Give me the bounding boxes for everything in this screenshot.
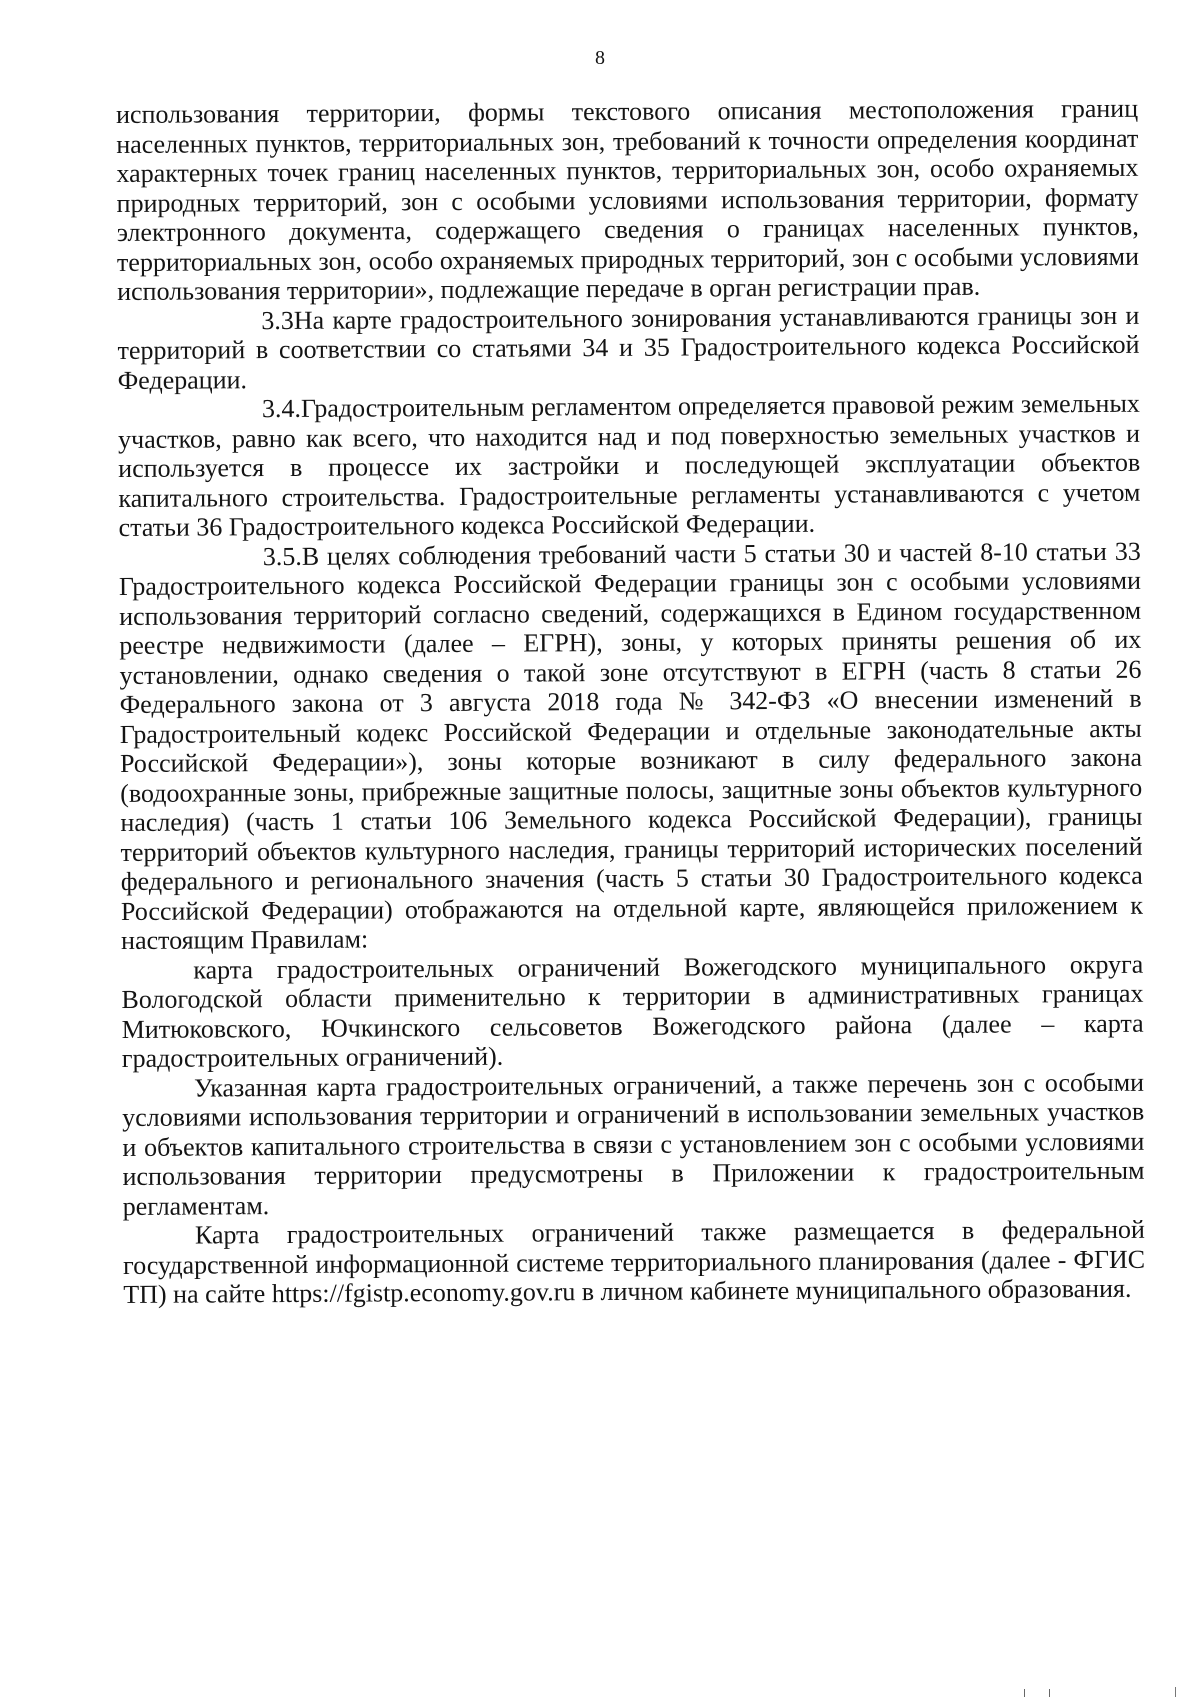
paragraph-map <box>121 949 1144 1073</box>
paragraph-list <box>122 1067 1145 1221</box>
paragraph-text: Указанная карта градостроительных ограничений, а также перечень зон с особыми условиями использования территории и ограничений в использовании земельных участков и объектов капитального строительства в связи с установлением зон с особыми условиями использования территории предусмотрены в Приложении к градостроительным регламентам. <box>122 1067 1145 1221</box>
paragraph-3-3 <box>117 300 1140 395</box>
paragraph-text: карта градостроительных ограничений Вожегодского муниципального округа Вологодской области применительно к территории в административных границах Митюковского, Ючкинского сельсоветов Вожегодского района (далее – карта градостроительных ограничений). <box>121 949 1144 1073</box>
paragraph-number: 3.4. <box>261 393 301 424</box>
page-number: 8 <box>595 47 605 69</box>
paragraph-text: Карта градостроительных ограничений также размещается в федеральной государственной информационной системе территориального планирования (далее - ФГИС ТП) на сайте https://fgistp.economy.gov.ru в личном кабинете муниципального образования. <box>123 1214 1146 1309</box>
paragraph-text: использования территории, формы текстового описания местоположения границ населенных пунктов, территориальных зон, требований к точности определения координат характерных точек границ населенных пунктов, территориальных зон, особо охраняемых природных территорий, зон с особыми условиями использования территории, формату электронного документа, содержащего сведения о границах населенных пунктов, территориальных зон, особо охраняемых природных территорий, зон с особыми условиями использования территории», подлежащие передаче в орган регистрации прав. <box>116 93 1140 306</box>
paragraph-number: 3.5. <box>262 541 302 571</box>
body-text <box>116 94 1145 1310</box>
paragraph-3-4 <box>118 389 1141 543</box>
paragraph-number: 3.3 <box>261 305 294 335</box>
paragraph-fgis <box>123 1215 1146 1310</box>
paragraph-3-5 <box>119 536 1144 955</box>
scan-artifact <box>1024 1689 1050 1697</box>
paragraph-text: В целях соблюдения требований части 5 статьи 30 и частей 8-10 статьи 33 Градостроительного кодекса Российской Федерации границы зон с особыми условиями использования территорий согласно сведений, содержащихся в Едином государственном реестре недвижимости (далее – ЕГРН), зоны, у которых приняты решения об их установлении, однако сведения о такой зоне отсутствуют в ЕГРН (часть 8 статьи 26 Федерального закона от 3 августа 2018 года № 342-ФЗ «О внесении изменений в Градостроительный кодекс Российской Федерации и отдельные законодательные акты Российской Федерации»), зоны которые возникают в силу федерального закона (водоохранные зоны, прибрежные защитные полосы, защитные зоны объектов культурного наследия) (часть 1 статьи 106 Земельного кодекса Российской Федерации), границы территорий объектов культурного наследия, границы территорий исторических поселений федерального и регионального значения (часть 5 статьи 30 Градостроительного кодекса Российской Федерации) отображаются на отдельной карте, являющейся приложением к настоящим Правилам: <box>118 536 1144 955</box>
paragraph-intro <box>116 94 1139 307</box>
paragraph-text: Градостроительным регламентом определяется правовой режим земельных участков, равно как всего, что находится над и под поверхностью земельных участков и используется в процессе их застройки и последующей эксплуатации объектов капитального строительства. Градостроительные регламенты устанавливаются с учетом статьи 36 Градостроительного кодекса Российской Федерации. <box>117 388 1141 542</box>
paragraph-text: На карте градостроительного зонирования устанавливаются границы зон и территорий в соответствии со статьями 34 и 35 Градостроительного кодекса Российской Федерации. <box>117 300 1140 395</box>
scan-artifact <box>1175 1687 1176 1697</box>
